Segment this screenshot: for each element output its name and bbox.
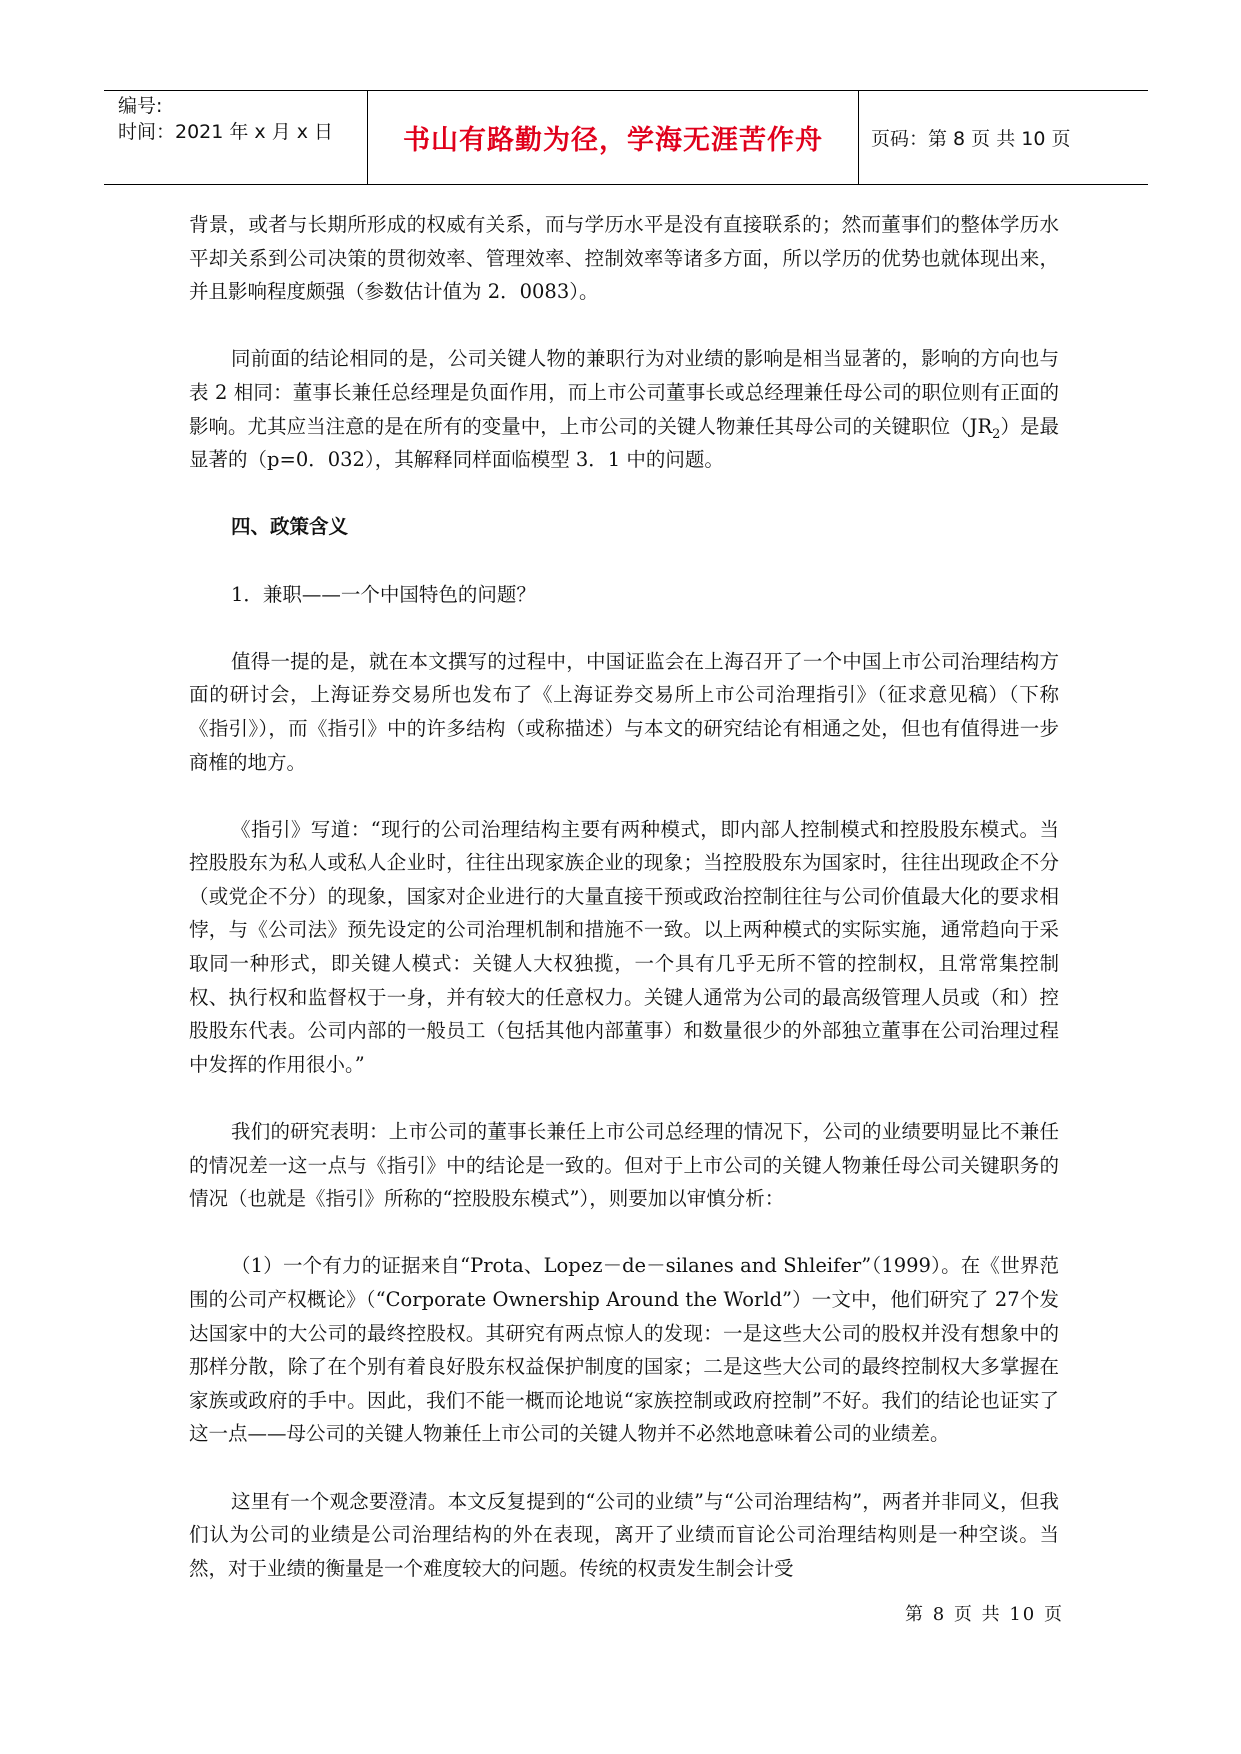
subscript: 2 bbox=[992, 426, 1001, 442]
paragraph: 这里有一个观念要澄清。本文反复提到的“公司的业绩”与“公司治理结构”，两者并非同义，但我们认为公司的业绩是公司治理结构的外在表现，离开了业绩而盲论公司治理结构则是一种空谈。当然，对于业绩的衡量是一个难度较大的问题。传统的权责发生制会计受 bbox=[189, 1489, 1059, 1580]
paragraph-text: ）是最显著的（p=0．032），其解释同样面临模型 3．1 中的问题。 bbox=[189, 414, 1059, 472]
paragraph: 值得一提的是，就在本文撰写的过程中，中国证监会在上海召开了一个中国上市公司治理结构方面的研讨会，上海证券交易所也发布了《上海证券交易所上市公司治理指引》（征求意见稿）（下称《指引》），而《指引》中的许多结构（或称描述）与本文的研究结论有相通之处，但也有值得进一步商榷的地方。 bbox=[189, 649, 1059, 774]
page-footer: 第 8 页 共 10 页 bbox=[905, 1604, 1064, 1625]
paragraph: 背景，或者与长期所形成的权威有关系，而与学历水平是没有直接联系的；然而董事们的整体学历水平却关系到公司决策的贯彻效率、管理效率、控制效率等诸多方面，所以学历的优势也就体现出来，并且影响程度颇强（参数估计值为 2．0083）。 bbox=[189, 213, 1059, 304]
paragraph: 我们的研究表明：上市公司的董事长兼任上市公司总经理的情况下，公司的业绩要明显比不兼任的情况差一这一点与《指引》中的结论是一致的。但对于上市公司的关键人物兼任母公司关键职务的情况（也就是《指引》所称的“控股股东模式”），则要加以审慎分析： bbox=[189, 1120, 1059, 1211]
page-header bbox=[104, 90, 1148, 185]
document-number-label: 编号: bbox=[118, 95, 163, 117]
paragraph: （1）一个有力的证据来自“Prota、Lopez－de－silanes and Shleifer”（1999）。在《世界范围的公司产权概论》（“Corporate Ownership Around the World”）一文中，他们研究了 27个发达国家中的大公司的最终控股权。其研究有两点惊人的发现：一是这些大公司的股权并没有想象中的那样分散，除了在个别有着良好股东权益保护制度的国家；二是这些大公司的最终控制权大多掌握在家族或政府的手中。因此，我们不能一概而论地说“家族控制或政府控制”不好。我们的结论也证实了这一点——母公司的关键人物兼任上市公司的关键人物并不必然地意味着公司的业绩差。 bbox=[189, 1254, 1059, 1446]
subsection-heading: 1．兼职——一个中国特色的问题？ bbox=[231, 582, 536, 606]
header-meta bbox=[104, 91, 368, 184]
header-page-info: 页码：第 8 页 共 10 页 bbox=[871, 128, 1071, 150]
section-heading: 四、政策含义 bbox=[231, 515, 349, 539]
header-motto: 书山有路勤为径，学海无涯苦作舟 bbox=[368, 91, 859, 184]
document-body bbox=[189, 208, 1059, 1619]
document-time-label: 时间：2021 年 x 月 x 日 bbox=[118, 121, 334, 143]
paragraph-text: 同前面的结论相同的是，公司关键人物的兼职行为对业绩的影响是相当显著的，影响的方向也与表 2 相同：董事长兼任总经理是负面作用，而上市公司董事长或总经理兼任母公司的职位则有正面的影响。尤其应当注意的是在所有的变量中，上市公司的关键人物兼任其母公司的关键职位（JR bbox=[189, 347, 1059, 438]
paragraph: 《指引》写道：“现行的公司治理结构主要有两种模式，即内部人控制模式和控股股东模式。当控股股东为私人或私人企业时，往往出现家族企业的现象；当控股股东为国家时，往往出现政企不分（或党企不分）的现象，国家对企业进行的大量直接干预或政治控制往往与公司价值最大化的要求相悖，与《公司法》预先设定的公司治理机制和措施不一致。以上两种模式的实际实施，通常趋向于采取同一种形式，即关键人模式：关键人大权独揽，一个具有几乎无所不管的控制权，且常常集控制权、执行权和监督权于一身，并有较大的任意权力。关键人通常为公司的最高级管理人员或（和）控股股东代表。公司内部的一般员工（包括其他内部董事）和数量很少的外部独立董事在公司治理过程中发挥的作用很小。” bbox=[189, 817, 1059, 1076]
paragraph bbox=[189, 342, 1059, 476]
